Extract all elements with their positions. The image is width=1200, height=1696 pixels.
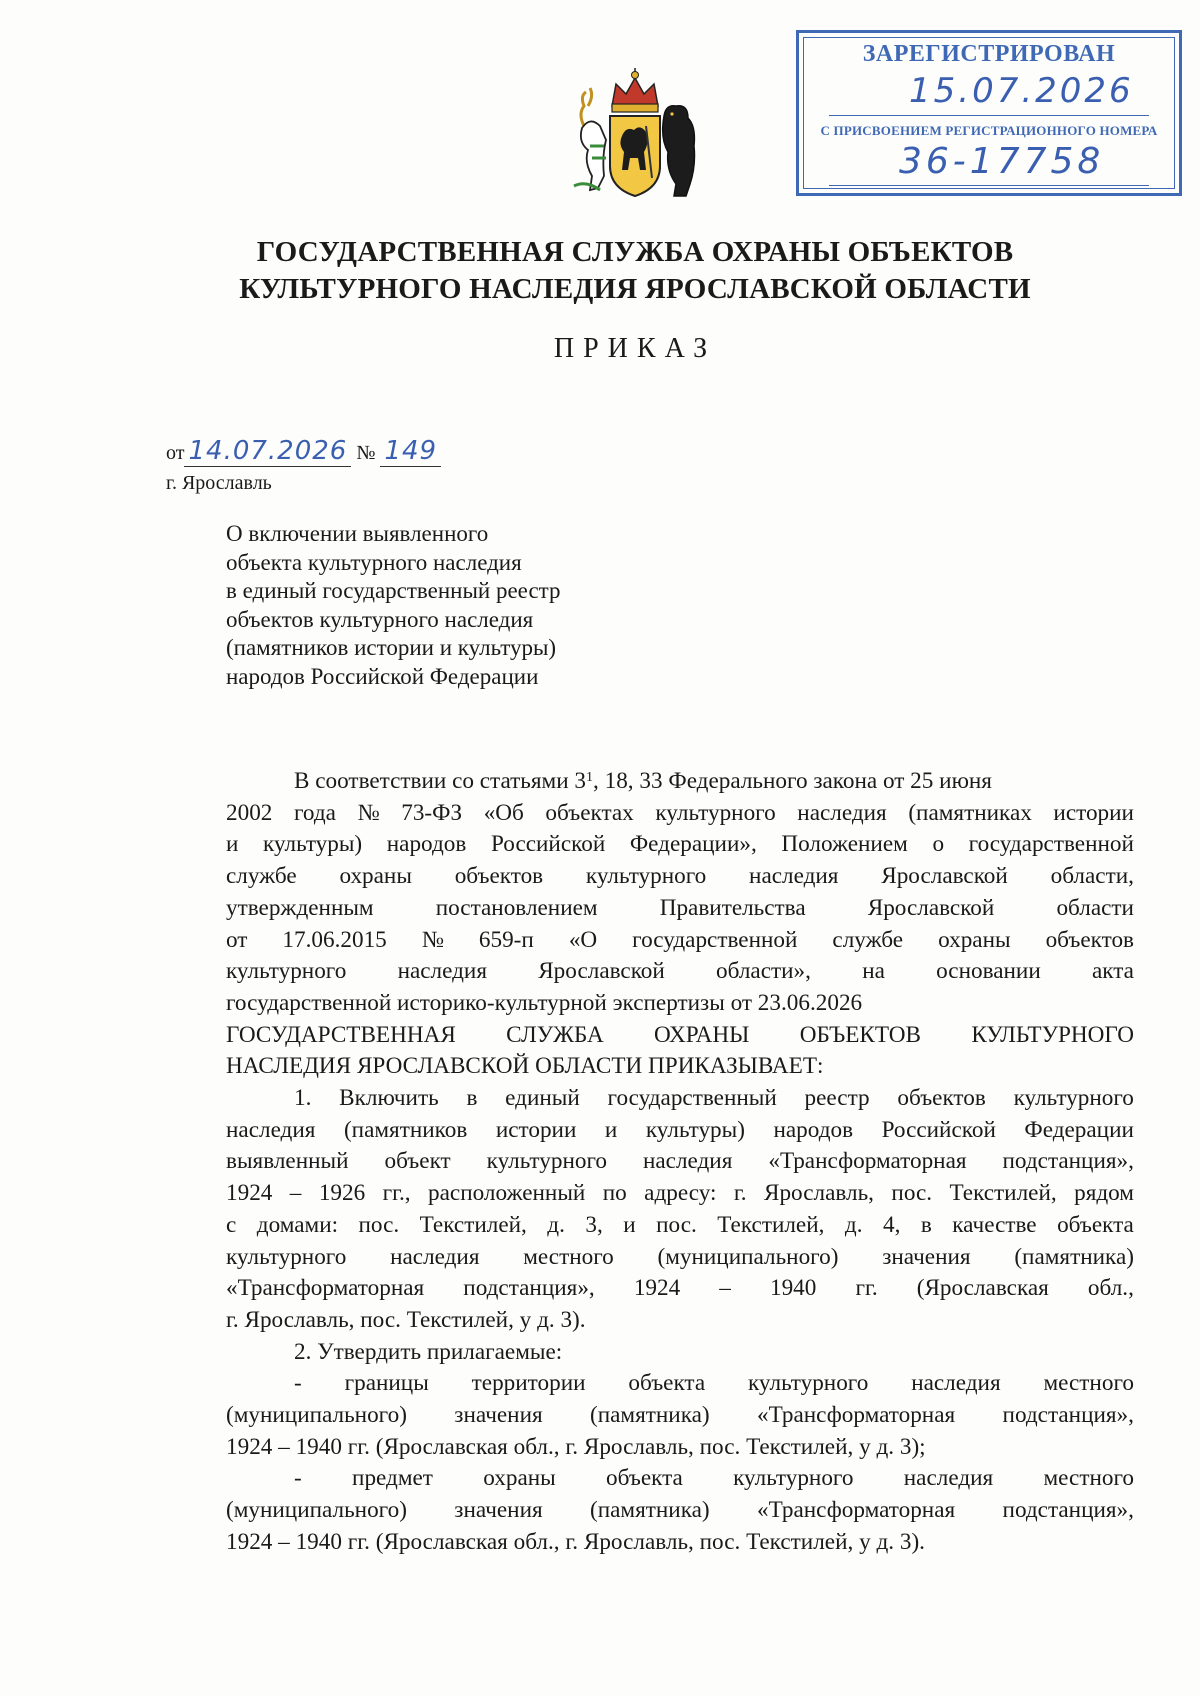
body-line: В соответствии со статьями $3^1$, 18, 33 Федерального закона от 25 июня <box>294 768 992 794</box>
body-line: г. Ярославль, пос. Текстилей, у д. 3). <box>226 1306 586 1333</box>
body-line: 1924 – 1940 гг. (Ярославская обл., г. Ярославль, пос. Текстилей, у д. 3). <box>226 1528 925 1555</box>
body-line: 2. Утвердить прилагаемые: <box>294 1338 563 1365</box>
order-number-label: № <box>356 442 376 464</box>
subject-line: народов Российской Федерации <box>226 663 539 689</box>
coat-of-arms-icon <box>560 66 710 204</box>
stag-supporter-icon <box>574 88 606 190</box>
stamp-registration-date: 15.07.2026 <box>909 71 1134 111</box>
body-line: «Трансформаторная подстанция», 1924 – 1940 гг. (Ярославская обл., <box>226 1275 1134 1302</box>
body-line: государственной историко-культурной экспертизы от 23.06.2026 <box>226 989 863 1016</box>
body-line: культурного наследия Ярославской области», на основании акта <box>226 958 1134 985</box>
stamp-divider <box>829 115 1149 116</box>
subject-line: О включении выявленного <box>226 521 489 546</box>
registration-stamp <box>796 30 1182 196</box>
body-line: 2002 года № 73-ФЗ «Об объектах культурного наследия (памятниках истории <box>226 799 1134 826</box>
subject-line: в единый государственный реестр <box>226 578 561 604</box>
body-line: службе охраны объектов культурного наследия Ярославской области, <box>226 863 1134 890</box>
body-line: 1. Включить в единый государственный реестр объектов культурного <box>294 1085 1134 1112</box>
organization-title-line: КУЛЬТУРНОГО НАСЛЕДИЯ ЯРОСЛАВСКОЙ ОБЛАСТИ <box>239 273 1031 305</box>
subject-line: объектов культурного наследия <box>226 606 534 632</box>
order-number: 149 <box>380 436 441 467</box>
stamp-subtitle: С ПРИСВОЕНИЕМ РЕГИСТРАЦИОННОГО НОМЕРА <box>820 123 1158 138</box>
stamp-title: ЗАРЕГИСТРИРОВАН <box>862 41 1116 67</box>
body-line: выявленный объект культурного наследия «Трансформаторная подстанция», <box>226 1148 1134 1175</box>
crown-icon <box>612 68 658 112</box>
body-line: (муниципального) значения (памятника) «Трансформаторная подстанция», <box>226 1497 1134 1524</box>
body-line: (муниципального) значения (памятника) «Трансформаторная подстанция», <box>226 1402 1134 1429</box>
order-date: 14.07.2026 <box>184 436 351 467</box>
body-line: НАСЛЕДИЯ ЯРОСЛАВСКОЙ ОБЛАСТИ ПРИКАЗЫВАЕТ: <box>226 1053 824 1080</box>
order-subject <box>226 520 786 692</box>
organization-title-line: ГОСУДАРСТВЕННАЯ СЛУЖБА ОХРАНЫ ОБЪЕКТОВ <box>256 236 1014 268</box>
bear-supporter-icon <box>663 106 695 196</box>
order-from-label: от <box>166 442 185 464</box>
body-line: культурного наследия местного (муниципального) значения (памятника) <box>226 1243 1134 1270</box>
order-date-number <box>166 436 441 466</box>
order-body <box>226 766 1134 1559</box>
body-line: ГОСУДАРСТВЕННАЯ СЛУЖБА ОХРАНЫ ОБЪЕКТОВ КУЛЬТУРНОГО <box>226 1021 1134 1048</box>
body-line: - границы территории объекта культурного наследия местного <box>294 1370 1134 1397</box>
body-line: 1924 – 1926 гг., расположенный по адресу: г. Ярославль, пос. Текстилей, рядом <box>226 1180 1134 1207</box>
body-line: от 17.06.2015 № 659-п «О государственной службе охраны объектов <box>226 926 1134 953</box>
body-line: утвержденным постановлением Правительства Ярославской области <box>226 894 1134 921</box>
body-line: наследия (памятников истории и культуры) народов Российской Федерации <box>226 1116 1134 1143</box>
body-line: с домами: пос. Текстилей, д. 3, и пос. Текстилей, д. 4, в качестве объекта <box>226 1211 1134 1238</box>
order-city: г. Ярославль <box>166 472 272 494</box>
subject-line: объекта культурного наследия <box>226 549 522 575</box>
organization-title <box>100 234 1170 308</box>
body-line: и культуры) народов Российской Федерации», Положением о государственной <box>226 831 1134 858</box>
body-line: - предмет охраны объекта культурного наследия местного <box>294 1465 1134 1492</box>
body-line: 1924 – 1940 гг. (Ярославская обл., г. Ярославль, пос. Текстилей, у д. 3); <box>226 1433 926 1460</box>
document-type: ПРИКАЗ <box>553 333 717 364</box>
stamp-divider <box>829 185 1149 186</box>
subject-line: (памятников истории и культуры) <box>226 635 557 661</box>
stamp-registration-number: 36-17758 <box>899 141 1105 182</box>
